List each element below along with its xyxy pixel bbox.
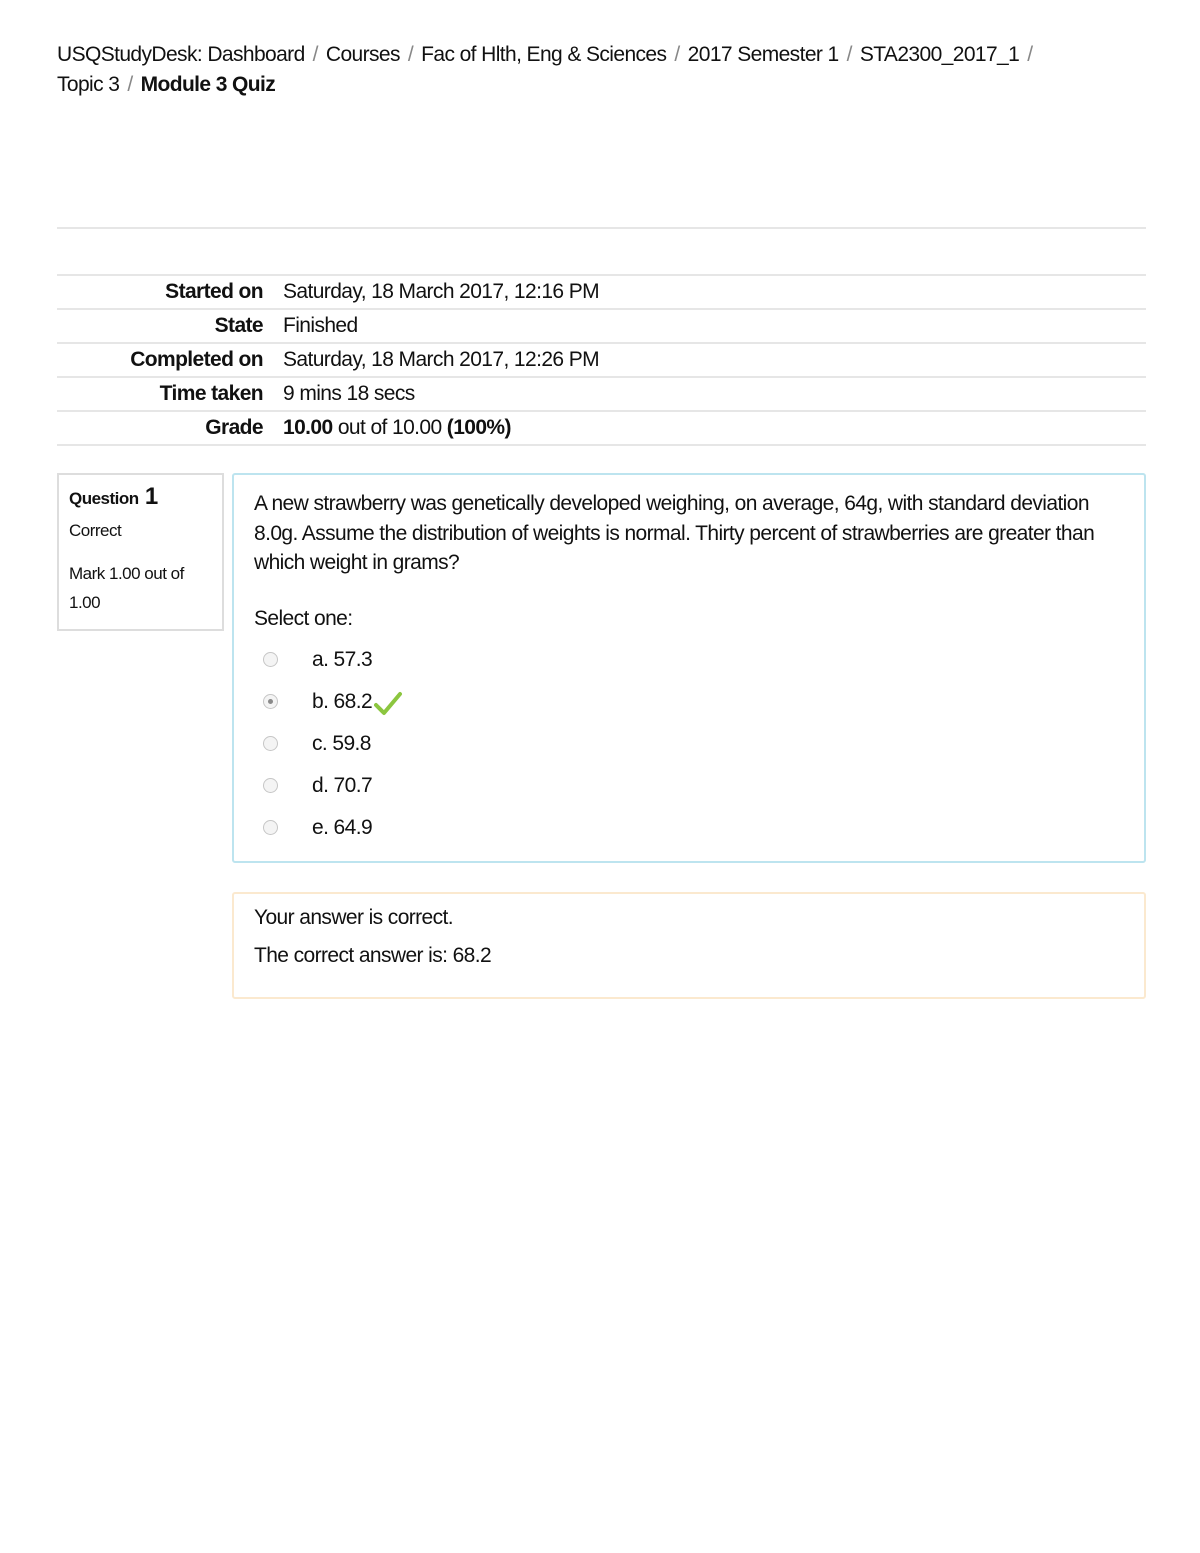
question-state: Correct [69, 521, 122, 540]
grade-out-of: out of 10.00 [337, 416, 442, 439]
correct-answer-text: The correct answer is: 68.2 [254, 944, 492, 967]
summary-row-grade [57, 410, 1146, 446]
summary-row-time [57, 376, 1146, 410]
breadcrumb-topic-link[interactable]: Topic 3 [57, 73, 120, 96]
started-on-label: Started on [165, 280, 263, 303]
completed-on-label: Completed on [130, 348, 263, 371]
grade-percent: (100%) [446, 416, 511, 439]
answer-a-label[interactable]: a. 57.3 [312, 647, 373, 671]
state-value: Finished [283, 314, 358, 337]
select-one-prompt: Select one: [254, 606, 353, 630]
breadcrumb-separator: / [407, 43, 414, 66]
answer-option-c[interactable] [254, 723, 1124, 765]
breadcrumb-courses-link[interactable]: Courses [325, 43, 400, 66]
summary-row-started [57, 274, 1146, 308]
answer-d-label[interactable]: d. 70.7 [312, 773, 373, 797]
breadcrumb-separator: / [127, 73, 133, 96]
breadcrumb-separator: / [1027, 43, 1033, 66]
breadcrumb-dashboard-link[interactable]: USQStudyDesk: Dashboard [57, 43, 305, 66]
feedback-message: Your answer is correct. [254, 906, 454, 929]
question-content-box [232, 473, 1146, 863]
breadcrumb [57, 40, 1147, 100]
summary-row-state [57, 308, 1146, 342]
question-info-box [57, 473, 224, 631]
answer-option-a[interactable] [254, 639, 1124, 681]
breadcrumb-semester-link[interactable]: 2017 Semester 1 [687, 43, 839, 66]
answer-e-label[interactable]: e. 64.9 [312, 815, 373, 839]
feedback-box [232, 892, 1146, 999]
breadcrumb-separator: / [846, 43, 852, 66]
breadcrumb-separator: / [674, 43, 680, 66]
state-label: State [214, 314, 263, 337]
answer-option-b[interactable] [254, 681, 1124, 723]
answer-option-d[interactable] [254, 765, 1124, 807]
summary-row-completed [57, 342, 1146, 376]
answer-e-radio[interactable] [263, 820, 278, 835]
breadcrumb-faculty-link[interactable]: Fac of Hlth, Eng & Sciences [421, 43, 667, 66]
completed-on-value: Saturday, 18 March 2017, 12:26 PM [283, 348, 600, 371]
header-divider [57, 227, 1146, 229]
grade-value [283, 416, 1146, 440]
breadcrumb-course-link[interactable]: STA2300_2017_1 [859, 43, 1020, 66]
breadcrumb-current-page: Module 3 Quiz [140, 73, 276, 96]
started-on-value: Saturday, 18 March 2017, 12:16 PM [283, 280, 600, 303]
attempt-summary-table [57, 274, 1146, 446]
question-number [69, 483, 212, 511]
answer-b-radio[interactable] [263, 694, 278, 709]
grade-label: Grade [205, 416, 263, 439]
time-taken-value: 9 mins 18 secs [283, 382, 415, 405]
question-label: Question [69, 489, 139, 508]
answer-options [254, 639, 1124, 849]
question-mark: Mark 1.00 out of 1.00 [69, 564, 184, 612]
answer-d-radio[interactable] [263, 778, 278, 793]
time-taken-label: Time taken [159, 382, 263, 405]
answer-c-label[interactable]: c. 59.8 [312, 731, 371, 755]
correct-check-icon [374, 691, 402, 717]
answer-c-radio[interactable] [263, 736, 278, 751]
question-text: A new strawberry was genetically developed weighing, on average, 64g, with standard deviation 8.0g. Assume the distribution of weights is normal. Thirty percent of strawberries are greater than which weight in grams? [254, 492, 1095, 574]
grade-score: 10.00 [283, 416, 333, 439]
answer-a-radio[interactable] [263, 652, 278, 667]
breadcrumb-separator: / [312, 43, 318, 66]
question-number-value: 1 [144, 483, 158, 510]
answer-option-e[interactable] [254, 807, 1124, 849]
answer-b-label[interactable]: b. 68.2 [312, 689, 373, 713]
